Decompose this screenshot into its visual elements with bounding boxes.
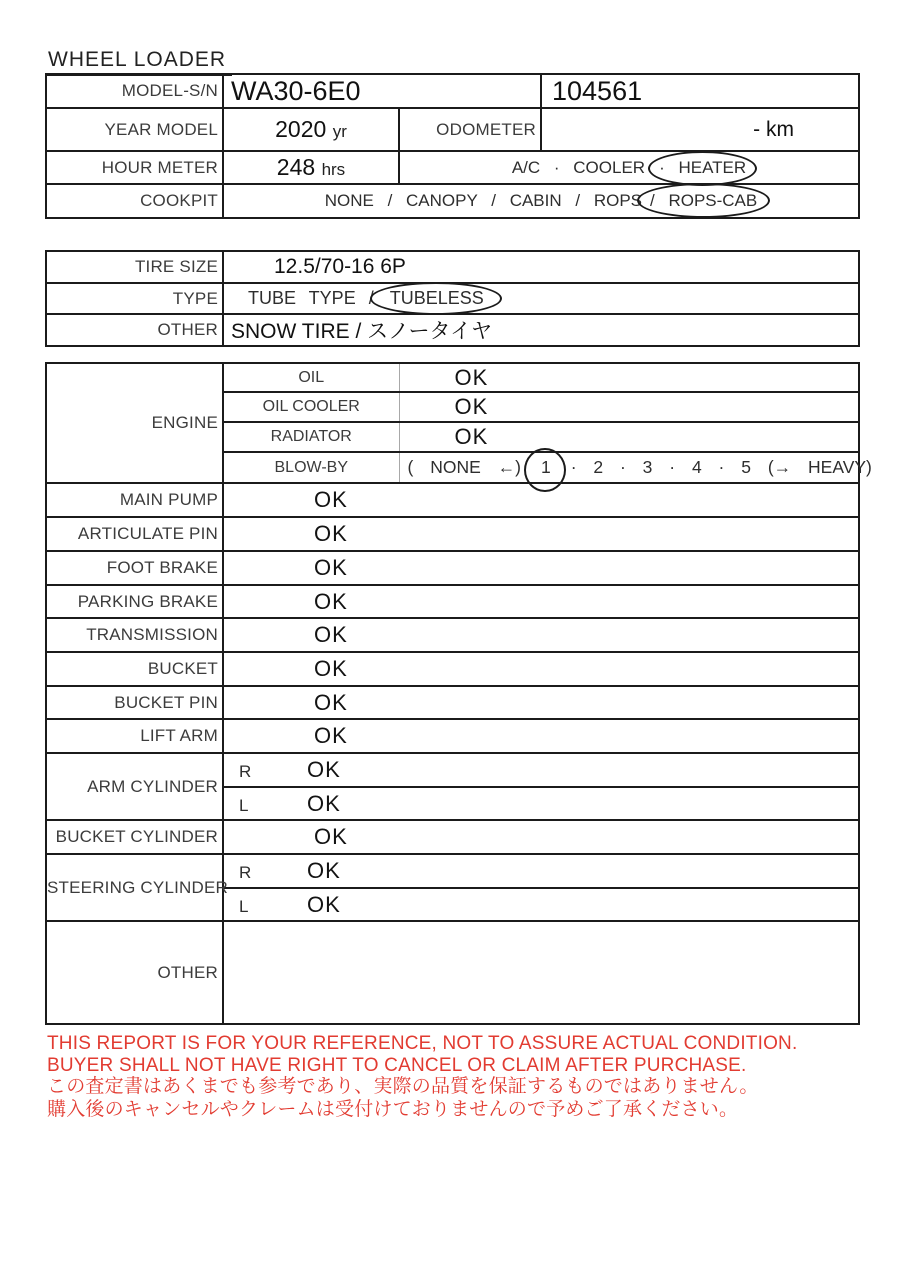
- disclaimer: [47, 1033, 797, 1121]
- articulate-pin-value: OK: [223, 517, 859, 551]
- table-row: [46, 151, 859, 184]
- blowby-level-circled-annotation: [541, 457, 551, 478]
- blowby-scale: [399, 452, 872, 483]
- other-value: [223, 921, 859, 1024]
- tire-table: [45, 250, 860, 347]
- blowby-scale-text: · 2 · 3 · 4 · 5 (→ HEAVY): [570, 457, 872, 477]
- ac-options: [399, 151, 859, 184]
- table-row: [46, 921, 859, 1024]
- model-value: WA30-6E0: [223, 74, 541, 108]
- foot-brake-label: FOOT BRAKE: [46, 551, 223, 585]
- blowby-selected-level: 1: [540, 457, 551, 477]
- cockpit-options-text: NONE / CANOPY / CABIN / ROPS: [324, 191, 642, 210]
- arm-cylinder-right-value: OK: [307, 757, 341, 782]
- model-sn-label: MODEL-S/N: [46, 74, 223, 108]
- heater-circled-annotation: [659, 158, 746, 178]
- transmission-value: OK: [223, 618, 859, 652]
- year-unit: yr: [332, 122, 347, 141]
- table-row: [46, 551, 859, 585]
- ropscab-circled-annotation: [650, 191, 757, 211]
- ac-options-text: A/C · COOLER: [511, 157, 646, 177]
- tire-type-options: [223, 283, 859, 314]
- bucket-pin-label: BUCKET PIN: [46, 686, 223, 719]
- bucket-cylinder-label: BUCKET CYLINDER: [46, 820, 223, 854]
- parking-brake-value: OK: [223, 585, 859, 618]
- engine-label: ENGINE: [46, 363, 223, 483]
- other-label: OTHER: [46, 921, 223, 1024]
- table-row: [46, 854, 859, 888]
- arm-cylinder-label: ARM CYLINDER: [46, 753, 223, 820]
- tire-size-value: 12.5/70-16 6P: [223, 251, 859, 283]
- transmission-label: TRANSMISSION: [46, 618, 223, 652]
- foot-brake-value: OK: [223, 551, 859, 585]
- bucket-label: BUCKET: [46, 652, 223, 686]
- hours-unit: hrs: [321, 160, 346, 179]
- odometer-number: -: [753, 117, 761, 141]
- blowby-label: BLOW-BY: [223, 452, 399, 483]
- engine-oil-cooler-value: OK: [399, 392, 859, 422]
- main-pump-value: OK: [223, 483, 859, 517]
- articulate-pin-label: ARTICULATE PIN: [46, 517, 223, 551]
- table-row: [46, 251, 859, 283]
- lift-arm-label: LIFT ARM: [46, 719, 223, 753]
- table-row: [46, 686, 859, 719]
- hour-meter-label: HOUR METER: [46, 151, 223, 184]
- inspection-table: [45, 362, 872, 1025]
- table-row: [46, 719, 859, 753]
- table-row: [46, 618, 859, 652]
- table-row: [46, 184, 859, 218]
- tire-other-value: SNOW TIRE / スノータイヤ: [223, 314, 859, 346]
- cockpit-selected-text: / ROPS-CAB: [650, 191, 758, 210]
- arm-cylinder-left-value: OK: [307, 790, 341, 816]
- engine-oil-value: OK: [399, 363, 859, 392]
- table-row: [46, 108, 859, 151]
- arm-cylinder-left: [223, 787, 859, 820]
- page-title: WHEEL LOADER: [47, 48, 232, 76]
- table-row: [46, 283, 859, 314]
- engine-radiator-label: RADIATOR: [223, 422, 399, 452]
- year-model-label: YEAR MODEL: [46, 108, 223, 151]
- table-row: [46, 517, 859, 551]
- table-row: [46, 314, 859, 346]
- serial-value: 104561: [541, 74, 859, 108]
- bucket-cylinder-value: OK: [223, 820, 859, 854]
- right-side-label: R: [239, 762, 252, 781]
- table-row: [46, 820, 859, 854]
- hours-number: 248: [276, 154, 316, 180]
- odometer-unit: km: [766, 117, 794, 141]
- steering-cylinder-left: [223, 888, 859, 921]
- table-row: [46, 363, 859, 392]
- right-side-label: R: [239, 863, 252, 882]
- year-number: 2020: [275, 116, 327, 142]
- table-row: [46, 74, 859, 108]
- disclaimer-line-jp-2: 購入後のキャンセルやクレームは受付けておりませんので予めご了承ください。: [47, 1098, 739, 1120]
- ac-selected-text: · HEATER: [659, 157, 747, 177]
- left-side-label: L: [239, 795, 249, 815]
- steering-cylinder-right-value: OK: [307, 858, 341, 883]
- disclaimer-line-en-2: BUYER SHALL NOT HAVE RIGHT TO CANCEL OR CLAIM AFTER PURCHASE.: [47, 1054, 747, 1076]
- steering-cylinder-right: [223, 854, 859, 888]
- bucket-value: OK: [223, 652, 859, 686]
- table-row: [46, 483, 859, 517]
- arm-cylinder-right: [223, 753, 859, 787]
- tire-type-selected-text: TUBELESS: [389, 288, 484, 308]
- main-pump-label: MAIN PUMP: [46, 483, 223, 517]
- table-row: [46, 585, 859, 618]
- steering-cylinder-label: STEERING CYLINDER: [46, 854, 223, 921]
- tire-type-label: TYPE: [46, 283, 223, 314]
- tubeless-circled-annotation: [390, 288, 484, 309]
- bucket-pin-value: OK: [223, 686, 859, 719]
- table-row: [46, 652, 859, 686]
- odometer-value: [541, 108, 859, 151]
- parking-brake-label: PARKING BRAKE: [46, 585, 223, 618]
- steering-cylinder-left-value: OK: [307, 891, 341, 917]
- engine-radiator-value: OK: [399, 422, 859, 452]
- year-value: [223, 108, 399, 151]
- odometer-label: ODOMETER: [399, 108, 541, 151]
- left-side-label: L: [239, 896, 249, 916]
- table-row: [46, 753, 859, 787]
- tire-other-label: OTHER: [46, 314, 223, 346]
- engine-oil-label: OIL: [223, 363, 399, 392]
- blowby-none-text: ( NONE ←): [407, 457, 521, 477]
- lift-arm-value: OK: [223, 719, 859, 753]
- tire-type-text: TUBE TYPE /: [248, 288, 374, 308]
- engine-oil-cooler-label: OIL COOLER: [223, 392, 399, 422]
- hour-meter-value: [223, 151, 399, 184]
- cockpit-options: [223, 184, 859, 218]
- machine-info-table: [45, 73, 860, 219]
- disclaimer-line-jp-1: この査定書はあくまでも参考であり、実際の品質を保証するものではありません。: [47, 1076, 759, 1097]
- disclaimer-line-en-1: THIS REPORT IS FOR YOUR REFERENCE, NOT TO ASSURE ACTUAL CONDITION.: [47, 1033, 798, 1054]
- tire-size-label: TIRE SIZE: [46, 251, 223, 283]
- cockpit-label: COOKPIT: [46, 184, 223, 218]
